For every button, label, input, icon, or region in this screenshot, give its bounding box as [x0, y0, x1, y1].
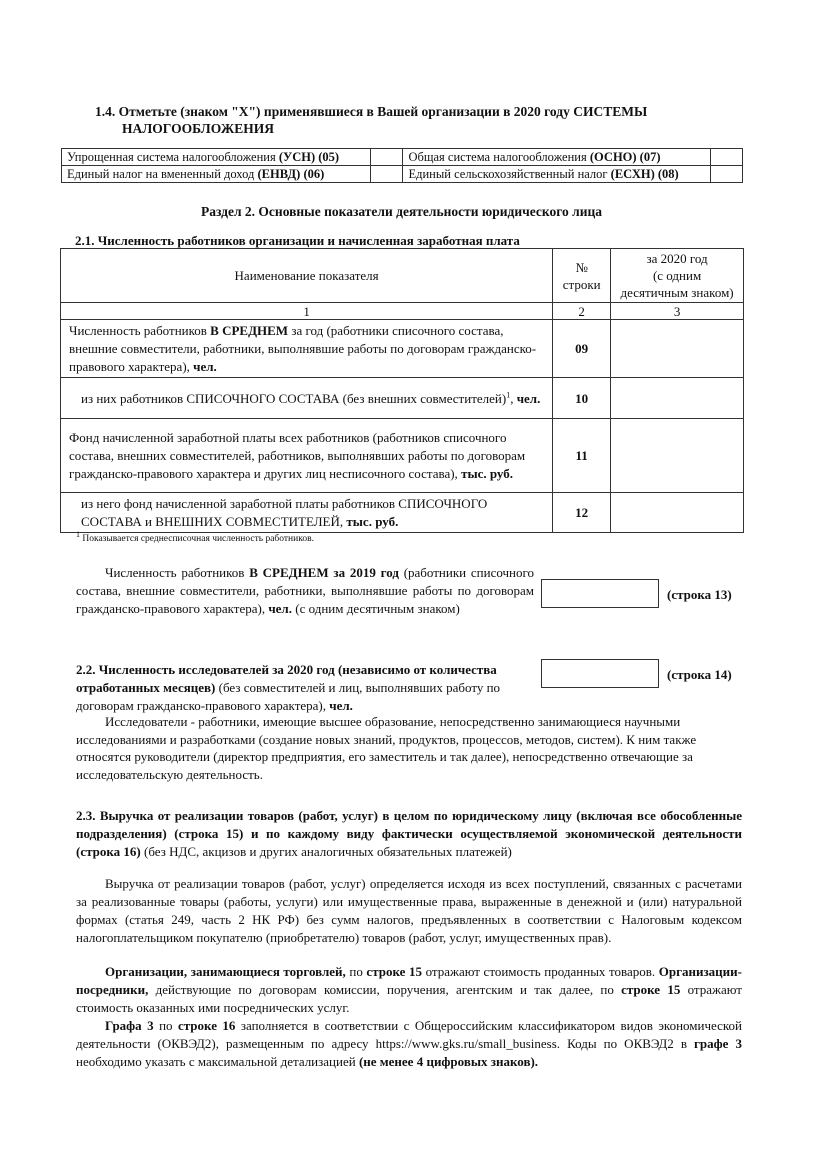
row-code: 09	[553, 320, 611, 378]
col-header-name: Наименование показателя	[61, 249, 553, 303]
row-10-value-cell[interactable]	[611, 378, 744, 419]
table-header-row	[61, 249, 744, 303]
table-row	[62, 166, 743, 183]
line-13-input[interactable]	[541, 579, 659, 608]
eshn-checkbox[interactable]	[711, 166, 743, 183]
tax-system-label: Общая система налогообложения (ОСНО) (07)	[403, 149, 711, 166]
tax-system-label: Единый налог на вмененный доход (ЕНВД) (06)	[62, 166, 371, 183]
osno-checkbox[interactable]	[711, 149, 743, 166]
table-row	[61, 419, 744, 493]
section-2-title: Раздел 2. Основные показатели деятельности юридического лица	[200, 204, 603, 219]
trade-organizations-note: Организации, занимающиеся торговлей, по строке 15 отражают стоимость проданных товаров. Организации-посредники, действующие по договорам комиссии, поручения, агентским и так далее, по строке 15 отражают стоимость оказанных ими посреднических услуг.	[76, 964, 742, 1015]
row-09-description: Численность работников В СРЕДНЕМ за год (работники списочного состава, внешние совместители, работники, выполнявшие работы по договорам гражданско-правового характера), чел.	[61, 320, 553, 378]
col-number: 1	[61, 303, 553, 320]
okved-note: Графа 3 по строке 16 заполняется в соответствии с Общероссийским классификатором видов экономической деятельности (ОКВЭД2), размещенным по адресу https://www.gks.ru/small_business. Коды по ОКВЭД2 в графе 3 необходимо указать с максимальной детализацией (не менее 4 цифровых знаков).	[76, 1018, 742, 1069]
col-number: 2	[553, 303, 611, 320]
usn-checkbox[interactable]	[371, 149, 403, 166]
line-14-label: (строка 14)	[667, 667, 732, 682]
col-header-row-no: № строки	[553, 249, 611, 303]
line-14-input[interactable]	[541, 659, 659, 688]
tax-system-label: Упрощенная система налогообложения (УСН) (05)	[62, 149, 371, 166]
gks-link[interactable]: https://www.gks.ru/small_business	[375, 1036, 557, 1051]
row-11-description: Фонд начисленной заработной платы всех работников (работников списочного состава, внешних совместителей, работников, выполнявших работы по договорам гражданско-правового характера и других лиц несписочного состава), тыс. руб.	[61, 419, 553, 493]
envd-checkbox[interactable]	[371, 166, 403, 183]
row-code: 10	[553, 378, 611, 419]
revenue-definition: Выручка от реализации товаров (работ, услуг) определяется исходя из всех поступлений, связанных с расчетами за реализованные товары (работы, услуги) или имущественные права, выраженные в денежной и (или) натуральной формах (статья 249, часть 2 НК РФ) без сумм налогов, предъявленных в соответствии с Налоговым кодексом налогоплательщиком покупателю (приобретателю) товаров (работ, услуг, имущественных прав).	[76, 876, 742, 945]
line-13-label: (строка 13)	[667, 587, 732, 602]
col-header-year: за 2020 год (с одним десятичным знаком)	[611, 249, 744, 303]
row-11-value-cell[interactable]	[611, 419, 744, 493]
table-row	[61, 320, 744, 378]
column-numbers-row	[61, 303, 744, 320]
section-1-4-heading	[95, 103, 735, 137]
table-row	[61, 378, 744, 419]
row-09-value-cell[interactable]	[611, 320, 744, 378]
tax-systems-table	[61, 148, 743, 183]
row-10-description: из них работников СПИСОЧНОГО СОСТАВА (без внешних совместителей)$^1$, чел.	[61, 378, 553, 419]
footnote: $^1$ Показывается среднесписочная численность работников.	[76, 529, 314, 544]
employees-table	[60, 248, 744, 533]
heading-line-1: 1.4. Отметьте (знаком "X") применявшиеся в Вашей организации в 2020 году СИСТЕМЫ	[95, 104, 648, 119]
table-row	[61, 493, 744, 533]
row-12-value-cell[interactable]	[611, 493, 744, 533]
researchers-note: Исследователи - работники, имеющие высшее образование, непосредственно занимающиеся научными исследованиями и разработками (создание новых знаний, продуктов, процессов, методов, систем). К ним также относятся руководители (директор предприятия, его заместитель и так далее), непосредственно отвечающие за исследовательскую деятельность.	[76, 714, 697, 782]
row-12-description: из него фонд начисленной заработной платы работников СПИСОЧНОГО СОСТАВА и ВНЕШНИХ СОВМЕСТИТЕЛЕЙ, тыс. руб.	[61, 493, 553, 533]
line-13-description: Численность работников В СРЕДНЕМ за 2019 год (работники списочного состава, внешние совместители, работники, выполнявшие работы по договорам гражданско-правового характера), чел. (с одним десятичным знаком)	[76, 565, 534, 616]
section-2-3-heading: 2.3. Выручка от реализации товаров (работ, услуг) в целом по юридическому лицу (включая все обособленные подразделения) (строка 15) и по каждому виду фактически осуществляемой экономической деятельности (строка 16) (без НДС, акцизов и других аналогичных обязательных платежей)	[76, 808, 742, 859]
heading-line-2: НАЛОГООБЛОЖЕНИЯ	[122, 121, 274, 136]
row-code: 11	[553, 419, 611, 493]
row-code: 12	[553, 493, 611, 533]
section-2-2-heading: 2.2. Численность исследователей за 2020 год (независимо от количества отработанных месяцев) (без совместителей и лиц, выполнявших работу по договорам гражданско-правового характера), чел.	[76, 662, 501, 713]
section-2-1-heading: 2.1. Численность работников организации и начисленная заработная плата	[75, 233, 520, 248]
table-row	[62, 149, 743, 166]
col-number: 3	[611, 303, 744, 320]
tax-system-label: Единый сельскохозяйственный налог (ЕСХН) (08)	[403, 166, 711, 183]
